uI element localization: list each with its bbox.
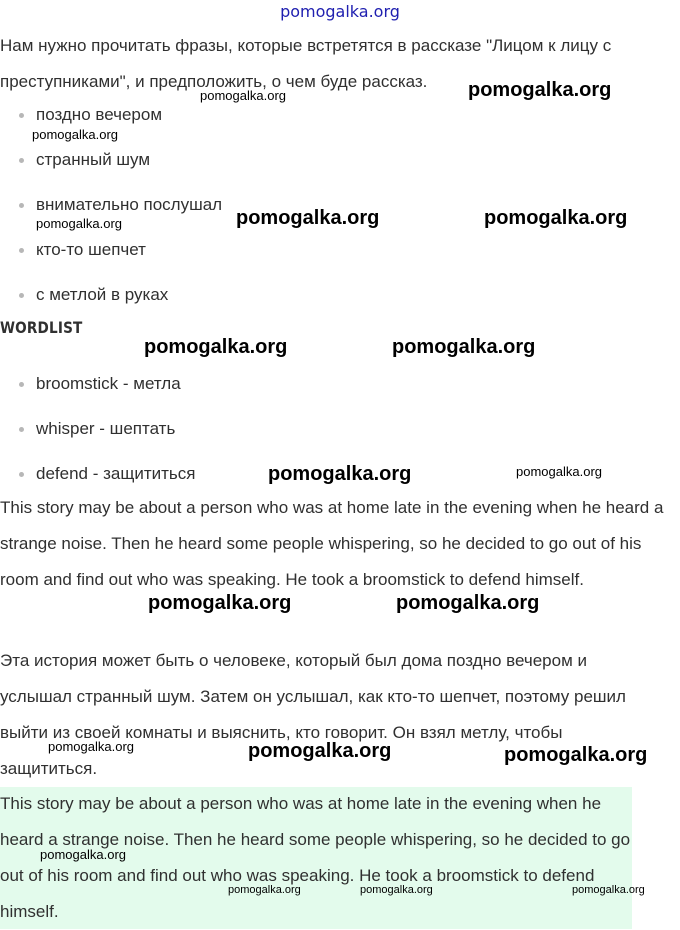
bullet-icon (19, 382, 24, 387)
watermark: pomogalka.org (144, 336, 288, 358)
watermark: pomogalka.org (504, 744, 648, 766)
watermark: pomogalka.org (392, 336, 536, 358)
watermark: pomogalka.org (36, 216, 122, 231)
answer-box (0, 787, 632, 929)
watermark: pomogalka.org (48, 739, 134, 754)
answer-box-text: This story may be about a person who was at home late in the evening when he heard a strange noise. Then he heard some people whispering, so he decided to go out of his room and find out who was speaking. He took a broomstick to defend himself. (0, 794, 631, 921)
bullet-icon (19, 248, 24, 253)
watermark: pomogalka.org (572, 884, 645, 896)
answer-russian: Эта история может быть о человеке, который был дома поздно вечером и услышал странный шум. Затем он услышал, как кто-то шепчет, поэтому решил выйти из своей комнаты и выяснить, кто говорит. Он взял метлу, чтобы защититься. (0, 651, 626, 778)
watermark: pomogalka.org (236, 207, 380, 229)
watermark: pomogalka.org (268, 463, 412, 485)
watermark: pomogalka.org (40, 847, 126, 862)
watermark: pomogalka.org (468, 79, 612, 101)
watermark: pomogalka.org (396, 592, 540, 614)
bullet-icon (19, 158, 24, 163)
bullet-icon (19, 427, 24, 432)
bullet-icon (19, 203, 24, 208)
watermark: pomogalka.org (360, 884, 433, 896)
watermark: pomogalka.org (32, 127, 118, 142)
wordlist-heading: WORDLIST (0, 318, 83, 337)
bullet-icon (19, 472, 24, 477)
site-header-link[interactable]: pomogalka.org (280, 2, 400, 21)
bullet-icon (19, 293, 24, 298)
task-intro: Нам нужно прочитать фразы, которые встретятся в рассказе "Лицом к лицу с преступниками", и предположить, о чем буде рассказ. (0, 36, 612, 91)
watermark: pomogalka.org (516, 464, 602, 479)
answer-english: This story may be about a person who was at home late in the evening when he heard a strange noise. Then he heard some people whispering, so he decided to go out of his room and find out who was speaking. He took a broomstick to defend himself. (0, 498, 664, 589)
watermark: pomogalka.org (200, 88, 286, 103)
watermark: pomogalka.org (484, 207, 628, 229)
watermark: pomogalka.org (228, 884, 301, 896)
watermark: pomogalka.org (148, 592, 292, 614)
watermark: pomogalka.org (248, 740, 392, 762)
bullet-icon (19, 113, 24, 118)
